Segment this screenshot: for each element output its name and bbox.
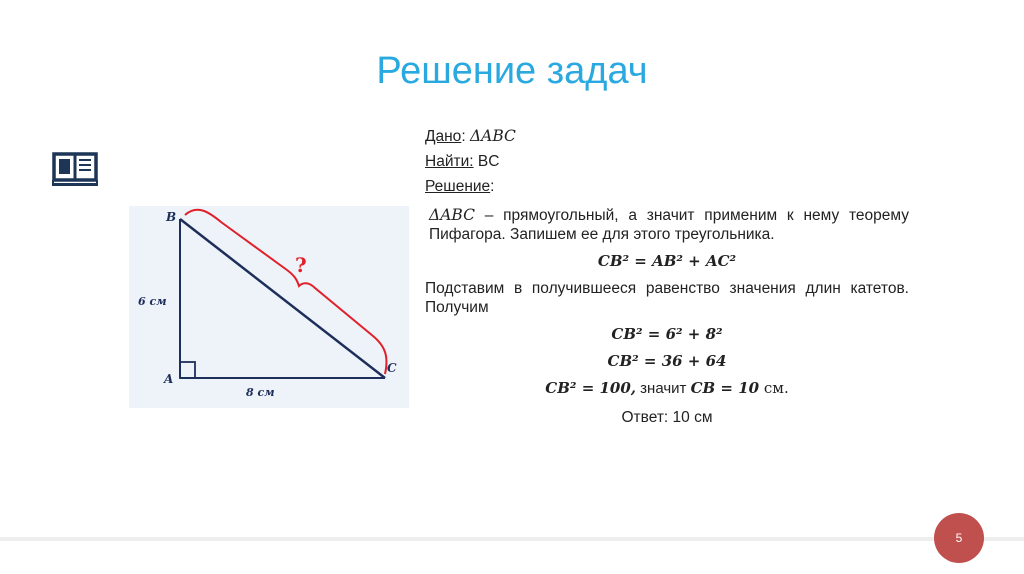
p1-math: ΔABC (429, 206, 475, 224)
equation-1: CB² = AB² + AC² (597, 252, 737, 270)
vertex-b-label: B (166, 210, 177, 224)
solution-line: Решение: (425, 178, 495, 195)
eq4-a: CB² = 100, (545, 379, 637, 397)
eq4-mid: значит (636, 380, 691, 397)
footer-bar (0, 537, 1024, 541)
eq4-b: CB = 10 (690, 379, 760, 397)
equation-3: CB² = 36 + 64 (607, 352, 727, 370)
vertex-c-label: C (387, 361, 397, 375)
equation-4 (425, 379, 909, 398)
equation-2: CB² = 6² + 8² (611, 325, 723, 343)
solution-label: Решение (425, 178, 491, 195)
vertex-a-label: A (164, 372, 174, 386)
p1-text: – прямоугольный, а значит применим к нему теорему Пифагора. Запишем ее для этого треугольника. (429, 207, 909, 243)
find-value: BC (477, 153, 500, 170)
page-number-badge: 5 (934, 513, 984, 563)
side-ab-label: 6 см (138, 295, 167, 308)
slide-title: Решение задач (376, 50, 648, 92)
given-line: Дано: ΔABC (425, 127, 516, 145)
eq4-unit: см. (759, 379, 789, 397)
find-label: Найти: (425, 153, 474, 170)
answer: Ответ: 10 см (621, 409, 713, 426)
paragraph-1 (425, 206, 909, 244)
book-icon (52, 150, 98, 186)
question-mark: ? (295, 253, 307, 277)
triangle-figure (129, 206, 409, 408)
find-line (425, 152, 909, 171)
solution-text (425, 127, 909, 427)
given-label: Дано (425, 128, 462, 145)
given-value: ΔABC (469, 127, 516, 145)
paragraph-2: Подставим в получившееся равенство значения длин катетов. Получим (425, 280, 909, 316)
side-ac-label: 8 см (246, 386, 275, 399)
